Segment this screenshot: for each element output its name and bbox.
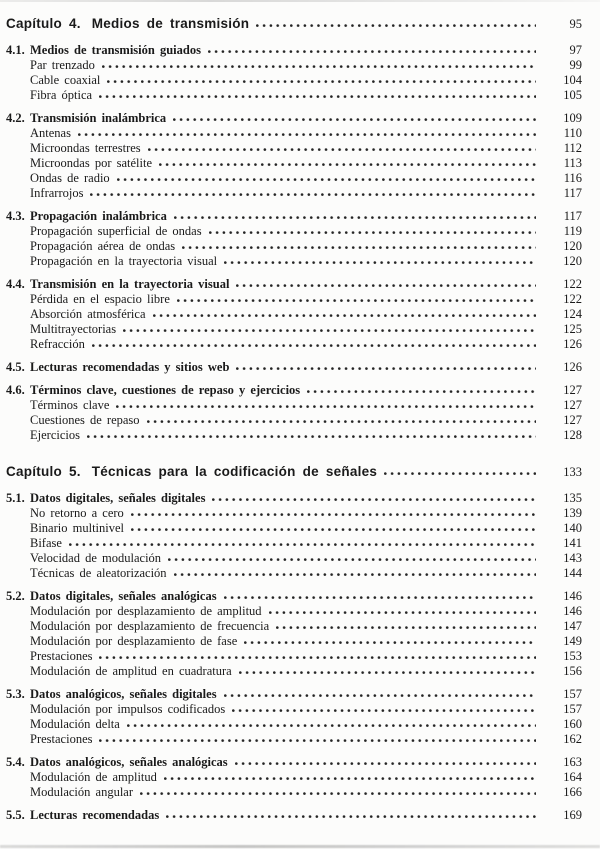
entry-page: 149 <box>563 634 582 648</box>
toc-sub-row <box>6 398 582 413</box>
entry-title: Datos analógicos, señales digitales <box>30 687 217 701</box>
toc-section-row <box>6 755 582 770</box>
entry-title: Prestaciones <box>30 732 93 746</box>
entry-title: Transmisión inalámbrica <box>30 111 167 125</box>
entry-title: Bifase <box>30 536 62 550</box>
entry-title: Modulación por desplazamiento de amplitud <box>30 604 262 618</box>
dot-leader <box>209 230 536 235</box>
entry-title: Modulación angular <box>30 785 134 799</box>
toc-sub-row <box>6 702 582 717</box>
entry-page: 164 <box>563 770 582 784</box>
entry-page: 146 <box>563 604 582 618</box>
dot-leader <box>78 132 536 137</box>
entry-page: 140 <box>563 521 582 535</box>
dot-leader <box>173 117 536 122</box>
toc-sub-row <box>6 664 582 679</box>
dot-leader <box>69 542 536 547</box>
toc-section-row <box>6 209 582 224</box>
dot-leader <box>107 79 536 84</box>
entry-page: 162 <box>563 732 582 746</box>
entry-number: 5.4. <box>6 755 25 769</box>
entry-page: 127 <box>563 413 582 427</box>
entry-page: 112 <box>563 141 582 155</box>
entry-number: 4.6. <box>6 383 25 397</box>
entry-page: 127 <box>563 398 582 412</box>
scan-artifact-bottom <box>0 845 600 848</box>
entry-number: Capítulo 5. <box>6 464 81 479</box>
dot-leader <box>307 389 536 394</box>
entry-title: Multitrayectorias <box>30 322 117 336</box>
toc-sub-row <box>6 619 582 634</box>
toc-sub-row <box>6 58 582 73</box>
entry-page: 125 <box>563 322 582 336</box>
toc-sub-row <box>6 307 582 322</box>
entry-page: 117 <box>563 186 582 200</box>
dot-leader <box>174 572 536 577</box>
dot-leader <box>140 791 536 796</box>
entry-title: Modulación delta <box>30 717 120 731</box>
dot-leader <box>102 64 536 69</box>
toc-section-row <box>6 687 582 702</box>
entry-page: 104 <box>563 73 582 87</box>
toc-sub-row <box>6 171 582 186</box>
toc-sub-row <box>6 566 582 581</box>
dot-leader <box>116 404 536 409</box>
entry-title: Términos clave, cuestiones de repaso y ejercicios <box>30 383 301 397</box>
entry-page: 113 <box>563 156 582 170</box>
dot-leader <box>224 595 536 600</box>
entry-title: Modulación de amplitud en cuadratura <box>30 664 232 678</box>
entry-title: Absorción atmosférica <box>30 307 146 321</box>
entry-page: 163 <box>563 755 582 769</box>
toc-sub-row <box>6 337 582 352</box>
dot-leader <box>131 527 536 532</box>
toc-sub-row <box>6 770 582 785</box>
dot-leader <box>208 49 536 54</box>
toc-sub-row <box>6 506 582 521</box>
entry-page: 97 <box>569 43 582 57</box>
toc-section-row <box>6 383 582 398</box>
toc-sub-row <box>6 141 582 156</box>
toc-sub-row <box>6 322 582 337</box>
toc-sub-row <box>6 521 582 536</box>
dot-leader <box>384 471 536 476</box>
entry-title: Modulación de amplitud <box>30 770 157 784</box>
dot-leader <box>256 23 536 28</box>
toc-section-row <box>6 277 582 292</box>
entry-number: 5.1. <box>6 491 25 505</box>
entry-number: 5.3. <box>6 687 25 701</box>
entry-page: 126 <box>563 337 582 351</box>
entry-title: Datos digitales, señales analógicas <box>30 589 217 603</box>
entry-page: 126 <box>563 360 582 374</box>
toc-section-row <box>6 43 582 58</box>
dot-leader <box>182 245 536 250</box>
entry-number: 5.5. <box>6 808 25 822</box>
entry-title: Ejercicios <box>30 428 80 442</box>
entry-page: 120 <box>563 254 582 268</box>
toc-sub-row <box>6 732 582 747</box>
entry-title: Par trenzado <box>30 58 95 72</box>
toc-sub-row <box>6 126 582 141</box>
entry-page: 122 <box>563 292 582 306</box>
dot-leader <box>92 343 536 348</box>
dot-leader <box>174 215 536 220</box>
entry-title: Velocidad de modulación <box>30 551 162 565</box>
entry-page: 105 <box>563 88 582 102</box>
entry-page: 169 <box>563 808 582 822</box>
entry-title: Refracción <box>30 337 85 351</box>
dot-leader <box>117 177 536 182</box>
dot-leader <box>232 708 536 713</box>
dot-leader <box>168 557 536 562</box>
dot-leader <box>159 162 536 167</box>
entry-title: Propagación en la trayectoria visual <box>30 254 218 268</box>
entry-number: 4.3. <box>6 209 25 223</box>
dot-leader <box>177 298 536 303</box>
entry-page: 119 <box>563 224 582 238</box>
entry-title: Propagación superficial de ondas <box>30 224 202 238</box>
toc-section-row <box>6 491 582 506</box>
entry-page: 117 <box>563 209 582 223</box>
entry-title: Técnicas para la codificación de señales <box>91 464 378 479</box>
entry-page: 128 <box>563 428 582 442</box>
toc-sub-row <box>6 428 582 443</box>
dot-leader <box>148 147 536 152</box>
entry-page: 153 <box>563 649 582 663</box>
dot-leader <box>99 738 536 743</box>
entry-title: Lecturas recomendadas <box>30 808 160 822</box>
entry-page: 143 <box>563 551 582 565</box>
entry-page: 122 <box>563 277 582 291</box>
entry-title: Modulación por desplazamiento de frecuencia <box>30 619 270 633</box>
entry-title: Microondas terrestres <box>30 141 141 155</box>
entry-page: 147 <box>563 619 582 633</box>
entry-number: 4.2. <box>6 111 25 125</box>
dot-leader <box>236 283 536 288</box>
toc-sub-row <box>6 224 582 239</box>
toc-sub-row <box>6 785 582 800</box>
entry-title: Medios de transmisión guiados <box>30 43 201 57</box>
entry-page: 160 <box>563 717 582 731</box>
toc-sub-row <box>6 717 582 732</box>
entry-page: 95 <box>569 17 582 31</box>
toc-chapter-row <box>6 14 582 34</box>
toc-section-row <box>6 808 582 823</box>
toc-list <box>6 14 582 823</box>
toc-sub-row <box>6 186 582 201</box>
dot-leader <box>239 670 536 675</box>
scan-artifact-top <box>0 0 600 2</box>
entry-page: 144 <box>563 566 582 580</box>
entry-page: 133 <box>563 465 582 479</box>
entry-title: Datos analógicos, señales analógicas <box>30 755 228 769</box>
entry-page: 116 <box>563 171 582 185</box>
entry-title: Pérdida en el espacio libre <box>30 292 170 306</box>
dot-leader <box>90 192 536 197</box>
dot-leader <box>212 497 536 502</box>
entry-page: 109 <box>563 111 582 125</box>
toc-section-row <box>6 111 582 126</box>
dot-leader <box>224 693 536 698</box>
entry-title: Lecturas recomendadas y sitios web <box>30 360 230 374</box>
entry-page: 110 <box>563 126 582 140</box>
entry-page: 99 <box>569 58 582 72</box>
entry-page: 135 <box>563 491 582 505</box>
entry-title: Ondas de radio <box>30 171 110 185</box>
entry-number: Capítulo 4. <box>6 16 81 31</box>
entry-title: Cable coaxial <box>30 73 101 87</box>
dot-leader <box>224 260 536 265</box>
dot-leader <box>131 512 536 517</box>
entry-number: 5.2. <box>6 589 25 603</box>
toc-sub-row <box>6 634 582 649</box>
dot-leader <box>123 328 536 333</box>
dot-leader <box>236 366 536 371</box>
dot-leader <box>164 776 536 781</box>
toc-section-row <box>6 589 582 604</box>
entry-title: Modulación por impulsos codificados <box>30 702 226 716</box>
entry-number: 4.5. <box>6 360 25 374</box>
entry-title: Antenas <box>30 126 71 140</box>
dot-leader <box>276 625 536 630</box>
entry-title: Medios de transmisión <box>91 16 250 31</box>
entry-title: Microondas por satélite <box>30 156 153 170</box>
entry-title: Transmisión en la trayectoria visual <box>30 277 230 291</box>
toc-sub-row <box>6 73 582 88</box>
toc-chapter-row <box>6 462 582 482</box>
toc-sub-row <box>6 254 582 269</box>
entry-page: 141 <box>563 536 582 550</box>
entry-page: 124 <box>563 307 582 321</box>
entry-page: 156 <box>563 664 582 678</box>
entry-page: 120 <box>563 239 582 253</box>
dot-leader <box>244 640 536 645</box>
entry-title: Fibra óptica <box>30 88 93 102</box>
dot-leader <box>235 761 536 766</box>
entry-page: 157 <box>563 702 582 716</box>
toc-section-row <box>6 360 582 375</box>
entry-number: 4.1. <box>6 43 25 57</box>
dot-leader <box>99 94 536 99</box>
entry-page: 139 <box>563 506 582 520</box>
entry-page: 157 <box>563 687 582 701</box>
entry-page: 166 <box>563 785 582 799</box>
toc-sub-row <box>6 649 582 664</box>
toc-sub-row <box>6 156 582 171</box>
entry-title: Propagación inalámbrica <box>30 209 167 223</box>
toc-sub-row <box>6 413 582 428</box>
entry-title: Infrarrojos <box>30 186 84 200</box>
toc-sub-row <box>6 88 582 103</box>
dot-leader <box>87 434 536 439</box>
dot-leader <box>99 655 536 660</box>
entry-title: Propagación aérea de ondas <box>30 239 176 253</box>
entry-title: No retorno a cero <box>30 506 124 520</box>
toc-sub-row <box>6 551 582 566</box>
entry-title: Binario multinivel <box>30 521 125 535</box>
entry-page: 127 <box>563 383 582 397</box>
dot-leader <box>166 814 536 819</box>
dot-leader <box>269 610 536 615</box>
toc-sub-row <box>6 292 582 307</box>
entry-title: Prestaciones <box>30 649 93 663</box>
dot-leader <box>127 723 536 728</box>
toc-sub-row <box>6 604 582 619</box>
dot-leader <box>147 419 536 424</box>
entry-page: 146 <box>563 589 582 603</box>
entry-title: Términos clave <box>30 398 110 412</box>
entry-title: Modulación por desplazamiento de fase <box>30 634 238 648</box>
toc-sub-row <box>6 536 582 551</box>
entry-title: Cuestiones de repaso <box>30 413 140 427</box>
entry-title: Datos digitales, señales digitales <box>30 491 206 505</box>
toc-sub-row <box>6 239 582 254</box>
entry-number: 4.4. <box>6 277 25 291</box>
entry-title: Técnicas de aleatorización <box>30 566 167 580</box>
dot-leader <box>153 313 536 318</box>
